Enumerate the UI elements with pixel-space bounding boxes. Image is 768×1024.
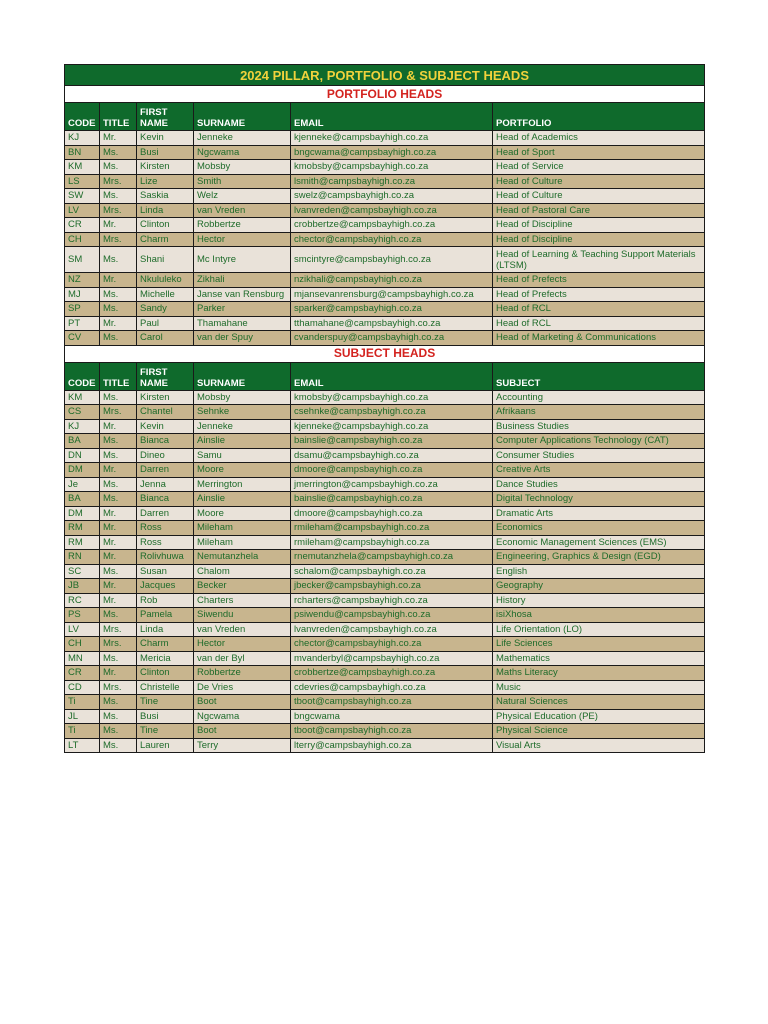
cell-detail: Physical Education (PE) xyxy=(493,709,705,724)
cell-surname: Ainslie xyxy=(194,492,291,507)
cell-detail: Head of RCL xyxy=(493,316,705,331)
cell-title: Ms. xyxy=(100,434,137,449)
cell-title: Ms. xyxy=(100,608,137,623)
table-row xyxy=(65,232,705,247)
cell-code: LT xyxy=(65,738,100,753)
cell-first-name: Charm xyxy=(137,232,194,247)
table-row xyxy=(65,477,705,492)
cell-code: KJ xyxy=(65,419,100,434)
cell-title: Ms. xyxy=(100,564,137,579)
cell-detail: Creative Arts xyxy=(493,463,705,478)
cell-email: dsamu@campsbayhigh.co.za xyxy=(291,448,493,463)
column-header-first-name: FIRST NAME xyxy=(137,103,194,131)
cell-email: jmerrington@campsbayhigh.co.za xyxy=(291,477,493,492)
cell-code: SP xyxy=(65,302,100,317)
cell-first-name: Mericia xyxy=(137,651,194,666)
cell-detail: Afrikaans xyxy=(493,405,705,420)
column-header-email: EMAIL xyxy=(291,103,493,131)
cell-first-name: Susan xyxy=(137,564,194,579)
cell-email: lvanvreden@campsbayhigh.co.za xyxy=(291,622,493,637)
table-row xyxy=(65,287,705,302)
cell-code: PS xyxy=(65,608,100,623)
cell-surname: Boot xyxy=(194,724,291,739)
cell-surname: Mc Intyre xyxy=(194,247,291,273)
portfolio-heading: PORTFOLIO HEADS xyxy=(65,86,705,103)
cell-surname: Robbertze xyxy=(194,666,291,681)
cell-code: DM xyxy=(65,506,100,521)
cell-email: rnemutanzhela@campsbayhigh.co.za xyxy=(291,550,493,565)
column-header-detail: PORTFOLIO xyxy=(493,103,705,131)
cell-first-name: Shani xyxy=(137,247,194,273)
table-row xyxy=(65,521,705,536)
cell-code: KM xyxy=(65,160,100,175)
cell-code: SW xyxy=(65,189,100,204)
cell-email: kjenneke@campsbayhigh.co.za xyxy=(291,131,493,146)
cell-email: lterry@campsbayhigh.co.za xyxy=(291,738,493,753)
cell-detail: isiXhosa xyxy=(493,608,705,623)
cell-surname: van der Byl xyxy=(194,651,291,666)
column-header-email: EMAIL xyxy=(291,362,493,390)
cell-surname: Boot xyxy=(194,695,291,710)
table-row xyxy=(65,593,705,608)
cell-code: LV xyxy=(65,622,100,637)
table-row xyxy=(65,434,705,449)
cell-email: bainslie@campsbayhigh.co.za xyxy=(291,434,493,449)
cell-code: MN xyxy=(65,651,100,666)
table-row xyxy=(65,492,705,507)
cell-title: Ms. xyxy=(100,651,137,666)
cell-detail: Economic Management Sciences (EMS) xyxy=(493,535,705,550)
cell-email: tboot@campsbayhigh.co.za xyxy=(291,724,493,739)
cell-detail: Head of Learning & Teaching Support Materials (LTSM) xyxy=(493,247,705,273)
column-header-first-name: FIRST NAME xyxy=(137,362,194,390)
cell-email: dmoore@campsbayhigh.co.za xyxy=(291,506,493,521)
cell-first-name: Linda xyxy=(137,622,194,637)
cell-title: Mrs. xyxy=(100,680,137,695)
column-header-title: TITLE xyxy=(100,362,137,390)
table-row xyxy=(65,535,705,550)
cell-surname: Welz xyxy=(194,189,291,204)
cell-first-name: Christelle xyxy=(137,680,194,695)
cell-surname: Charters xyxy=(194,593,291,608)
cell-title: Ms. xyxy=(100,390,137,405)
table-row xyxy=(65,637,705,652)
table-row xyxy=(65,273,705,288)
cell-first-name: Dineo xyxy=(137,448,194,463)
cell-first-name: Ross xyxy=(137,521,194,536)
sheet-title: 2024 PILLAR, PORTFOLIO & SUBJECT HEADS xyxy=(65,65,705,86)
cell-surname: Terry xyxy=(194,738,291,753)
cell-code: LV xyxy=(65,203,100,218)
cell-surname: Mileham xyxy=(194,535,291,550)
cell-code: KM xyxy=(65,390,100,405)
cell-surname: Janse van Rensburg xyxy=(194,287,291,302)
cell-code: DN xyxy=(65,448,100,463)
cell-first-name: Linda xyxy=(137,203,194,218)
cell-email: rmileham@campsbayhigh.co.za xyxy=(291,521,493,536)
cell-first-name: Ross xyxy=(137,535,194,550)
cell-detail: Life Orientation (LO) xyxy=(493,622,705,637)
cell-code: BA xyxy=(65,434,100,449)
table-row xyxy=(65,131,705,146)
table-row xyxy=(65,666,705,681)
column-header-code: CODE xyxy=(65,103,100,131)
cell-email: sparker@campsbayhigh.co.za xyxy=(291,302,493,317)
cell-surname: Ainslie xyxy=(194,434,291,449)
cell-email: mvanderbyl@campsbayhigh.co.za xyxy=(291,651,493,666)
cell-code: CS xyxy=(65,405,100,420)
cell-code: RM xyxy=(65,521,100,536)
cell-detail: Dramatic Arts xyxy=(493,506,705,521)
cell-title: Ms. xyxy=(100,287,137,302)
cell-email: lsmith@campsbayhigh.co.za xyxy=(291,174,493,189)
table-row xyxy=(65,218,705,233)
cell-title: Ms. xyxy=(100,160,137,175)
cell-email: kmobsby@campsbayhigh.co.za xyxy=(291,390,493,405)
cell-detail: Head of Discipline xyxy=(493,232,705,247)
cell-first-name: Paul xyxy=(137,316,194,331)
cell-first-name: Kevin xyxy=(137,419,194,434)
cell-first-name: Rolivhuwa xyxy=(137,550,194,565)
cell-surname: Hector xyxy=(194,637,291,652)
cell-detail: Dance Studies xyxy=(493,477,705,492)
cell-email: psiwendu@campsbayhigh.co.za xyxy=(291,608,493,623)
cell-first-name: Lize xyxy=(137,174,194,189)
cell-surname: Mileham xyxy=(194,521,291,536)
table-row xyxy=(65,738,705,753)
cell-code: Ti xyxy=(65,724,100,739)
cell-code: RN xyxy=(65,550,100,565)
cell-surname: van Vreden xyxy=(194,203,291,218)
cell-first-name: Clinton xyxy=(137,666,194,681)
table-row xyxy=(65,189,705,204)
cell-detail: Head of Discipline xyxy=(493,218,705,233)
cell-title: Mr. xyxy=(100,463,137,478)
cell-detail: Accounting xyxy=(493,390,705,405)
cell-email: dmoore@campsbayhigh.co.za xyxy=(291,463,493,478)
cell-email: tthamahane@campsbayhigh.co.za xyxy=(291,316,493,331)
cell-code: SC xyxy=(65,564,100,579)
cell-code: PT xyxy=(65,316,100,331)
cell-surname: Parker xyxy=(194,302,291,317)
cell-title: Ms. xyxy=(100,145,137,160)
column-header-surname: SURNAME xyxy=(194,103,291,131)
cell-title: Mrs. xyxy=(100,174,137,189)
cell-code: BA xyxy=(65,492,100,507)
cell-first-name: Carol xyxy=(137,331,194,346)
cell-first-name: Clinton xyxy=(137,218,194,233)
cell-first-name: Bianca xyxy=(137,434,194,449)
cell-surname: Smith xyxy=(194,174,291,189)
cell-surname: Ngcwama xyxy=(194,145,291,160)
cell-email: mjansevanrensburg@campsbayhigh.co.za xyxy=(291,287,493,302)
cell-first-name: Rob xyxy=(137,593,194,608)
cell-surname: van Vreden xyxy=(194,622,291,637)
cell-first-name: Kirsten xyxy=(137,160,194,175)
cell-title: Mr. xyxy=(100,506,137,521)
cell-title: Mr. xyxy=(100,666,137,681)
cell-email: rcharters@campsbayhigh.co.za xyxy=(291,593,493,608)
cell-title: Mr. xyxy=(100,419,137,434)
cell-title: Mr. xyxy=(100,131,137,146)
cell-first-name: Darren xyxy=(137,506,194,521)
cell-first-name: Kevin xyxy=(137,131,194,146)
table-row xyxy=(65,651,705,666)
cell-surname: Jenneke xyxy=(194,419,291,434)
cell-code: RC xyxy=(65,593,100,608)
subjects-section-row xyxy=(65,345,705,362)
cell-detail: Head of Academics xyxy=(493,131,705,146)
cell-email: bngcwama@campsbayhigh.co.za xyxy=(291,145,493,160)
cell-code: Je xyxy=(65,477,100,492)
cell-email: crobbertze@campsbayhigh.co.za xyxy=(291,218,493,233)
cell-first-name: Jacques xyxy=(137,579,194,594)
cell-title: Mr. xyxy=(100,316,137,331)
cell-surname: Mobsby xyxy=(194,390,291,405)
cell-code: Ti xyxy=(65,695,100,710)
cell-code: CH xyxy=(65,637,100,652)
cell-email: chector@campsbayhigh.co.za xyxy=(291,232,493,247)
cell-title: Ms. xyxy=(100,247,137,273)
cell-surname: Ngcwama xyxy=(194,709,291,724)
cell-title: Mr. xyxy=(100,521,137,536)
cell-title: Ms. xyxy=(100,448,137,463)
cell-email: tboot@campsbayhigh.co.za xyxy=(291,695,493,710)
table-row xyxy=(65,622,705,637)
table-row xyxy=(65,419,705,434)
cell-code: MJ xyxy=(65,287,100,302)
cell-code: JB xyxy=(65,579,100,594)
cell-surname: Chalom xyxy=(194,564,291,579)
cell-title: Ms. xyxy=(100,302,137,317)
table-row xyxy=(65,564,705,579)
cell-detail: Engineering, Graphics & Design (EGD) xyxy=(493,550,705,565)
table-row xyxy=(65,709,705,724)
cell-detail: Head of Marketing & Communications xyxy=(493,331,705,346)
cell-detail: Consumer Studies xyxy=(493,448,705,463)
cell-code: CD xyxy=(65,680,100,695)
cell-email: bngcwama xyxy=(291,709,493,724)
spreadsheet xyxy=(64,64,704,753)
cell-first-name: Kirsten xyxy=(137,390,194,405)
cell-detail: Natural Sciences xyxy=(493,695,705,710)
cell-detail: Music xyxy=(493,680,705,695)
cell-title: Ms. xyxy=(100,331,137,346)
cell-title: Ms. xyxy=(100,695,137,710)
cell-email: smcintyre@campsbayhigh.co.za xyxy=(291,247,493,273)
cell-surname: Nemutanzhela xyxy=(194,550,291,565)
cell-title: Mrs. xyxy=(100,405,137,420)
cell-detail: Physical Science xyxy=(493,724,705,739)
cell-title: Mrs. xyxy=(100,622,137,637)
table-row xyxy=(65,463,705,478)
cell-title: Ms. xyxy=(100,492,137,507)
table-row xyxy=(65,608,705,623)
cell-code: CR xyxy=(65,666,100,681)
cell-surname: Mobsby xyxy=(194,160,291,175)
cell-surname: Moore xyxy=(194,463,291,478)
table-row xyxy=(65,203,705,218)
table-row xyxy=(65,724,705,739)
column-header-detail: SUBJECT xyxy=(493,362,705,390)
cell-title: Mr. xyxy=(100,273,137,288)
cell-detail: Geography xyxy=(493,579,705,594)
cell-first-name: Busi xyxy=(137,145,194,160)
cell-email: cdevries@campsbayhigh.co.za xyxy=(291,680,493,695)
cell-email: kmobsby@campsbayhigh.co.za xyxy=(291,160,493,175)
cell-detail: Head of Pastoral Care xyxy=(493,203,705,218)
subjects-header-row xyxy=(65,362,705,390)
cell-detail: Head of Culture xyxy=(493,174,705,189)
cell-surname: Sehnke xyxy=(194,405,291,420)
cell-email: lvanvreden@campsbayhigh.co.za xyxy=(291,203,493,218)
cell-title: Ms. xyxy=(100,709,137,724)
cell-first-name: Charm xyxy=(137,637,194,652)
cell-code: KJ xyxy=(65,131,100,146)
cell-surname: Samu xyxy=(194,448,291,463)
cell-detail: Business Studies xyxy=(493,419,705,434)
cell-surname: Robbertze xyxy=(194,218,291,233)
cell-surname: De Vries xyxy=(194,680,291,695)
cell-detail: Life Sciences xyxy=(493,637,705,652)
cell-title: Mr. xyxy=(100,218,137,233)
table-row xyxy=(65,302,705,317)
cell-first-name: Pamela xyxy=(137,608,194,623)
cell-first-name: Bianca xyxy=(137,492,194,507)
cell-first-name: Saskia xyxy=(137,189,194,204)
cell-code: NZ xyxy=(65,273,100,288)
cell-surname: Moore xyxy=(194,506,291,521)
cell-code: LS xyxy=(65,174,100,189)
cell-surname: Thamahane xyxy=(194,316,291,331)
cell-first-name: Tine xyxy=(137,695,194,710)
cell-detail: Head of Service xyxy=(493,160,705,175)
cell-title: Ms. xyxy=(100,477,137,492)
cell-first-name: Busi xyxy=(137,709,194,724)
cell-code: CH xyxy=(65,232,100,247)
cell-first-name: Sandy xyxy=(137,302,194,317)
cell-title: Mrs. xyxy=(100,232,137,247)
cell-surname: Merrington xyxy=(194,477,291,492)
cell-email: cvanderspuy@campsbayhigh.co.za xyxy=(291,331,493,346)
cell-first-name: Nkululeko xyxy=(137,273,194,288)
cell-title: Mrs. xyxy=(100,637,137,652)
portfolio-section-row xyxy=(65,86,705,103)
cell-detail: Mathematics xyxy=(493,651,705,666)
cell-detail: Economics xyxy=(493,521,705,536)
table-row xyxy=(65,331,705,346)
cell-code: CV xyxy=(65,331,100,346)
cell-detail: Visual Arts xyxy=(493,738,705,753)
cell-title: Mr. xyxy=(100,593,137,608)
cell-detail: Maths Literacy xyxy=(493,666,705,681)
cell-code: CR xyxy=(65,218,100,233)
cell-email: bainslie@campsbayhigh.co.za xyxy=(291,492,493,507)
cell-first-name: Lauren xyxy=(137,738,194,753)
cell-first-name: Michelle xyxy=(137,287,194,302)
cell-detail: Head of Sport xyxy=(493,145,705,160)
portfolio-header-row xyxy=(65,103,705,131)
table-row xyxy=(65,448,705,463)
cell-detail: English xyxy=(493,564,705,579)
title-row xyxy=(65,65,705,86)
cell-email: kjenneke@campsbayhigh.co.za xyxy=(291,419,493,434)
cell-title: Mr. xyxy=(100,535,137,550)
cell-surname: van der Spuy xyxy=(194,331,291,346)
column-header-code: CODE xyxy=(65,362,100,390)
heads-table xyxy=(64,64,705,753)
table-row xyxy=(65,579,705,594)
table-row xyxy=(65,550,705,565)
cell-title: Ms. xyxy=(100,189,137,204)
cell-detail: History xyxy=(493,593,705,608)
cell-title: Mr. xyxy=(100,579,137,594)
cell-code: SM xyxy=(65,247,100,273)
cell-code: BN xyxy=(65,145,100,160)
cell-surname: Becker xyxy=(194,579,291,594)
cell-title: Ms. xyxy=(100,724,137,739)
table-row xyxy=(65,390,705,405)
cell-email: schalom@campsbayhigh.co.za xyxy=(291,564,493,579)
cell-detail: Head of RCL xyxy=(493,302,705,317)
cell-email: chector@campsbayhigh.co.za xyxy=(291,637,493,652)
cell-email: nzikhali@campsbayhigh.co.za xyxy=(291,273,493,288)
cell-detail: Head of Prefects xyxy=(493,287,705,302)
cell-code: DM xyxy=(65,463,100,478)
cell-detail: Head of Culture xyxy=(493,189,705,204)
cell-detail: Computer Applications Technology (CAT) xyxy=(493,434,705,449)
cell-first-name: Chantel xyxy=(137,405,194,420)
cell-detail: Head of Prefects xyxy=(493,273,705,288)
cell-email: crobbertze@campsbayhigh.co.za xyxy=(291,666,493,681)
cell-email: csehnke@campsbayhigh.co.za xyxy=(291,405,493,420)
cell-surname: Jenneke xyxy=(194,131,291,146)
cell-surname: Siwendu xyxy=(194,608,291,623)
cell-first-name: Tine xyxy=(137,724,194,739)
cell-code: JL xyxy=(65,709,100,724)
cell-first-name: Darren xyxy=(137,463,194,478)
cell-code: RM xyxy=(65,535,100,550)
subjects-heading: SUBJECT HEADS xyxy=(65,345,705,362)
cell-email: rmileham@campsbayhigh.co.za xyxy=(291,535,493,550)
cell-email: jbecker@campsbayhigh.co.za xyxy=(291,579,493,594)
cell-surname: Zikhali xyxy=(194,273,291,288)
cell-title: Ms. xyxy=(100,738,137,753)
cell-email: swelz@campsbayhigh.co.za xyxy=(291,189,493,204)
table-row xyxy=(65,695,705,710)
cell-first-name: Jenna xyxy=(137,477,194,492)
cell-detail: Digital Technology xyxy=(493,492,705,507)
table-row xyxy=(65,145,705,160)
table-row xyxy=(65,680,705,695)
table-row xyxy=(65,174,705,189)
table-row xyxy=(65,160,705,175)
column-header-title: TITLE xyxy=(100,103,137,131)
cell-title: Mr. xyxy=(100,550,137,565)
cell-surname: Hector xyxy=(194,232,291,247)
column-header-surname: SURNAME xyxy=(194,362,291,390)
table-row xyxy=(65,405,705,420)
cell-title: Mrs. xyxy=(100,203,137,218)
table-row xyxy=(65,506,705,521)
table-row xyxy=(65,316,705,331)
table-row xyxy=(65,247,705,273)
